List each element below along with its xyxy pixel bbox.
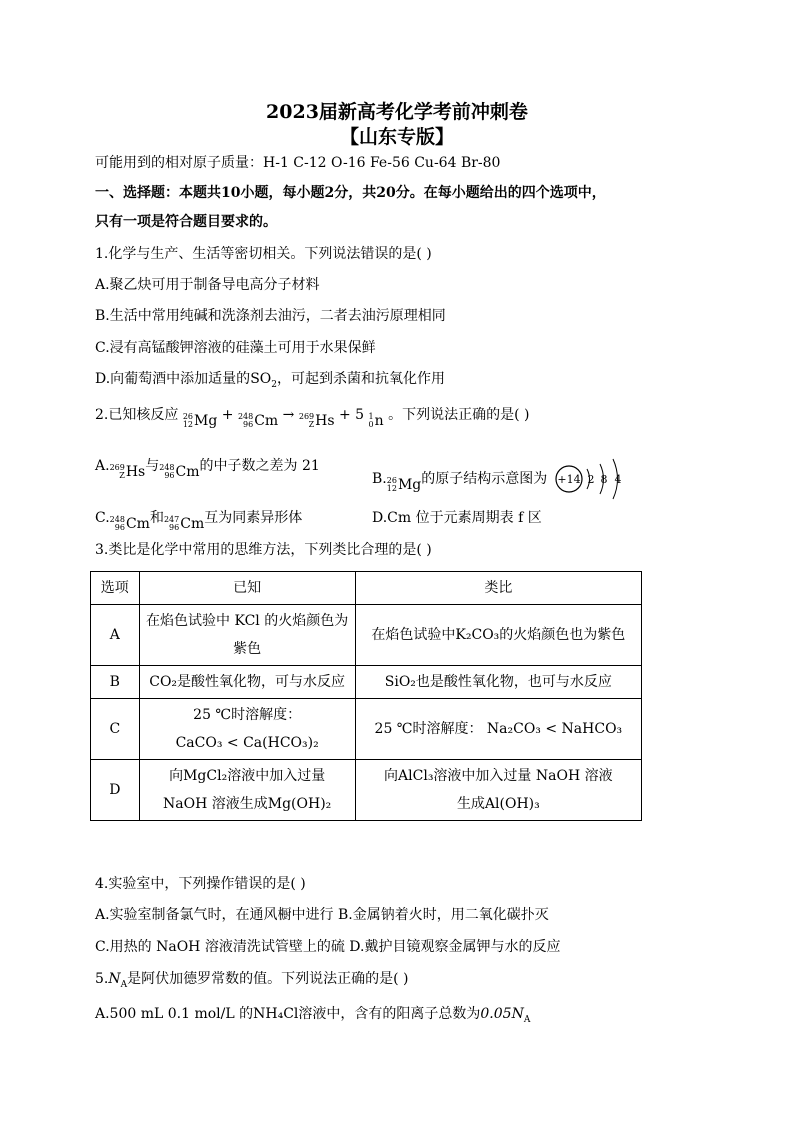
plus-five: + 5 — [339, 407, 365, 423]
nucleus-label: +14 — [557, 473, 581, 486]
q2-stem-pre: 2.已知核反应 — [95, 407, 179, 423]
row-d-known — [139, 760, 355, 821]
mg-symbol: Mg — [194, 413, 218, 429]
nuclide-hs269 — [299, 411, 335, 431]
row-c-option: C — [91, 699, 140, 760]
q5-option-a — [95, 1004, 530, 1030]
row-b-known: CO₂是酸性氧化物，可与水反应 — [139, 666, 355, 699]
table-row — [91, 666, 642, 699]
n-symbol: n — [374, 413, 384, 429]
nuclide-mg26-b — [387, 475, 421, 495]
section-heading-line1: 一、选择题：本题共10小题，每小题2分，共20分。在每小题给出的四个选项中， — [95, 185, 606, 201]
q5-a-mid: 溶液中，含有的阳离子总数为 — [298, 1006, 481, 1022]
q2-c-pre: C. — [95, 510, 110, 526]
q2-b-pre: B. — [372, 471, 387, 487]
nuclide-cm247 — [164, 514, 204, 534]
q4-options-cd: C.用热的 NaOH 溶液清洗试管壁上的硫 D.戴护目镜观察金属钾与水的反应 — [95, 939, 561, 955]
shell-electrons-1: 2 — [587, 473, 595, 486]
row-c-known — [139, 699, 355, 760]
mg-mass: 26 — [182, 412, 193, 421]
nuclide-mg26 — [183, 411, 217, 431]
row-d-analogy-l2: 生成Al(OH)₃ — [456, 796, 540, 812]
mg-z: 12 — [182, 420, 193, 429]
nuclide-neutron — [369, 411, 384, 431]
q2-a-pre: A. — [95, 458, 110, 474]
q2-c-post: 互为同素异形体 — [204, 510, 303, 526]
hs-z: Z — [308, 420, 315, 429]
row-d-analogy-l1: 向AlCl₃溶液中加入过量 NaOH 溶液 — [384, 768, 613, 784]
cm-symbol-a: Cm — [175, 464, 200, 480]
cm-mass: 248 — [237, 412, 254, 421]
q5-na-sub: A — [120, 979, 128, 990]
q2-a-mid: 与 — [145, 458, 160, 474]
table-header-row — [91, 572, 642, 605]
row-d-known-l1: 向MgCl₂溶液中加入过量 — [169, 768, 326, 784]
q1-d-sub: 2 — [271, 379, 277, 390]
q2-c-mid: 和 — [149, 510, 164, 526]
q1-option-c: C.浸有高锰酸钾溶液的硅藻土可用于水果保鲜 — [95, 340, 376, 356]
q5-a-val: 0.05N — [480, 1006, 524, 1022]
table-row — [91, 605, 642, 666]
q3-table — [90, 571, 642, 821]
page-subtitle: 【山东专版】 — [339, 126, 454, 148]
row-a-analogy — [355, 605, 641, 666]
q5-na: N — [108, 971, 121, 987]
shell-electrons-3: 4 — [614, 473, 622, 486]
q2-a-post: 的中子数之差为 21 — [199, 458, 320, 474]
q5-stem-pre: 5. — [95, 971, 109, 987]
q2-b-post: 的原子结构示意图为 — [421, 471, 548, 487]
cm-z-a: 96 — [164, 471, 175, 480]
cm-z: 96 — [243, 420, 254, 429]
table-row — [91, 760, 642, 821]
nuclide-cm248-c — [110, 514, 150, 534]
row-d-option: D — [91, 760, 140, 821]
cm247-symbol: Cm — [180, 516, 205, 532]
cm-symbol: Cm — [254, 413, 279, 429]
q5-a-sub: A — [523, 1014, 531, 1025]
q2-option-b — [372, 456, 628, 502]
q2-stem — [95, 405, 530, 431]
hs-mass-a: 269 — [109, 463, 125, 472]
q4-options-ab: A.实验室制备氯气时，在通风橱中进行 B.金属钠着火时，用二氧化碳扑灭 — [95, 907, 549, 923]
q1-d-pre: D.向葡萄酒中添加适量的 — [95, 371, 251, 387]
row-a-analogy-chem: K₂CO₃ — [455, 627, 500, 643]
q3-stem: 3.类比是化学中常用的思维方法，下列类比合理的是( ) — [95, 542, 432, 558]
row-a-known: 在焰色试验中 KCl 的火焰颜色为紫色 — [139, 605, 355, 666]
q5-a-pre: A.500 mL 0.1 mol/L 的 — [95, 1006, 254, 1022]
q1-option-a: A.聚乙炔可用于制备导电高分子材料 — [95, 277, 320, 293]
nuclide-hs269-a — [110, 462, 146, 482]
q1-d-post: ，可起到杀菌和抗氧化作用 — [277, 371, 445, 387]
cm247-z: 96 — [169, 523, 180, 532]
q1-d-chem: SO — [250, 371, 272, 387]
q2-option-c — [95, 508, 302, 534]
section-heading-line2: 只有一项是符合题目要求的。 — [95, 214, 277, 230]
nuclide-cm248 — [238, 411, 278, 431]
row-c-known-l2: CaCO₃ < Ca(HCO₃)₂ — [175, 735, 319, 751]
cm-symbol-c: Cm — [125, 516, 150, 532]
row-a-analogy-pre: 在焰色试验中 — [371, 627, 456, 643]
row-d-analogy — [355, 760, 641, 821]
q5-a-chem: NH₄Cl — [253, 1006, 299, 1022]
atomic-masses: 可能用到的相对原子质量：H-1 C-12 O-16 Fe-56 Cu-64 Br-80 — [95, 155, 501, 171]
q1-option-b: B.生活中常用纯碱和洗涤剂去油污，二者去油污原理相同 — [95, 308, 446, 324]
mg-z-b: 12 — [386, 484, 397, 493]
cm247-mass: 247 — [163, 515, 180, 524]
mg-symbol-b: Mg — [397, 477, 422, 493]
header-known: 已知 — [139, 572, 355, 605]
n-z: 0 — [368, 420, 374, 429]
hs-z-a: Z — [119, 471, 125, 480]
cm-mass-a: 248 — [159, 463, 175, 472]
n-mass: 1 — [368, 412, 374, 421]
cm-mass-c: 248 — [109, 515, 125, 524]
hs-symbol: Hs — [315, 413, 335, 429]
nuclide-cm248-a — [159, 462, 199, 482]
atom-structure-diagram — [554, 456, 628, 502]
row-a-option: A — [91, 605, 140, 666]
q5-stem — [95, 969, 408, 995]
row-b-analogy: SiO₂也是酸性氧化物，也可与水反应 — [355, 666, 641, 699]
reaction-arrow: → — [282, 407, 295, 423]
hs-mass: 269 — [298, 412, 315, 421]
shell-electrons-2: 8 — [600, 473, 608, 486]
row-c-analogy: 25 ℃时溶解度： Na₂CO₃ < NaHCO₃ — [355, 699, 641, 760]
table-row — [91, 699, 642, 760]
q4-stem: 4.实验室中，下列操作错误的是( ) — [95, 876, 306, 892]
header-option: 选项 — [91, 572, 140, 605]
q2-stem-post: 。下列说法正确的是( ) — [388, 407, 530, 423]
mg-mass-b: 26 — [386, 476, 397, 485]
row-a-analogy-post: 的火焰颜色也为紫色 — [499, 627, 626, 643]
hs-symbol-a: Hs — [125, 464, 146, 480]
q2-option-d: D.Cm 位于元素周期表 f 区 — [372, 510, 542, 526]
page-title: 2023届新高考化学考前冲刺卷 — [266, 101, 528, 123]
row-b-option: B — [91, 666, 140, 699]
q5-stem-post: 是阿伏加德罗常数的值。下列说法正确的是( ) — [127, 971, 409, 987]
q1-stem: 1.化学与生产、生活等密切相关。下列说法错误的是( ) — [95, 246, 432, 262]
row-d-known-l2: NaOH 溶液生成Mg(OH)₂ — [163, 796, 332, 812]
cm-z-c: 96 — [114, 523, 125, 532]
q1-option-d — [95, 369, 445, 395]
q2-option-a — [95, 456, 320, 482]
plus-sign: + — [221, 407, 234, 423]
row-c-known-l1: 25 ℃时溶解度： — [193, 707, 302, 723]
header-analogy: 类比 — [355, 572, 641, 605]
